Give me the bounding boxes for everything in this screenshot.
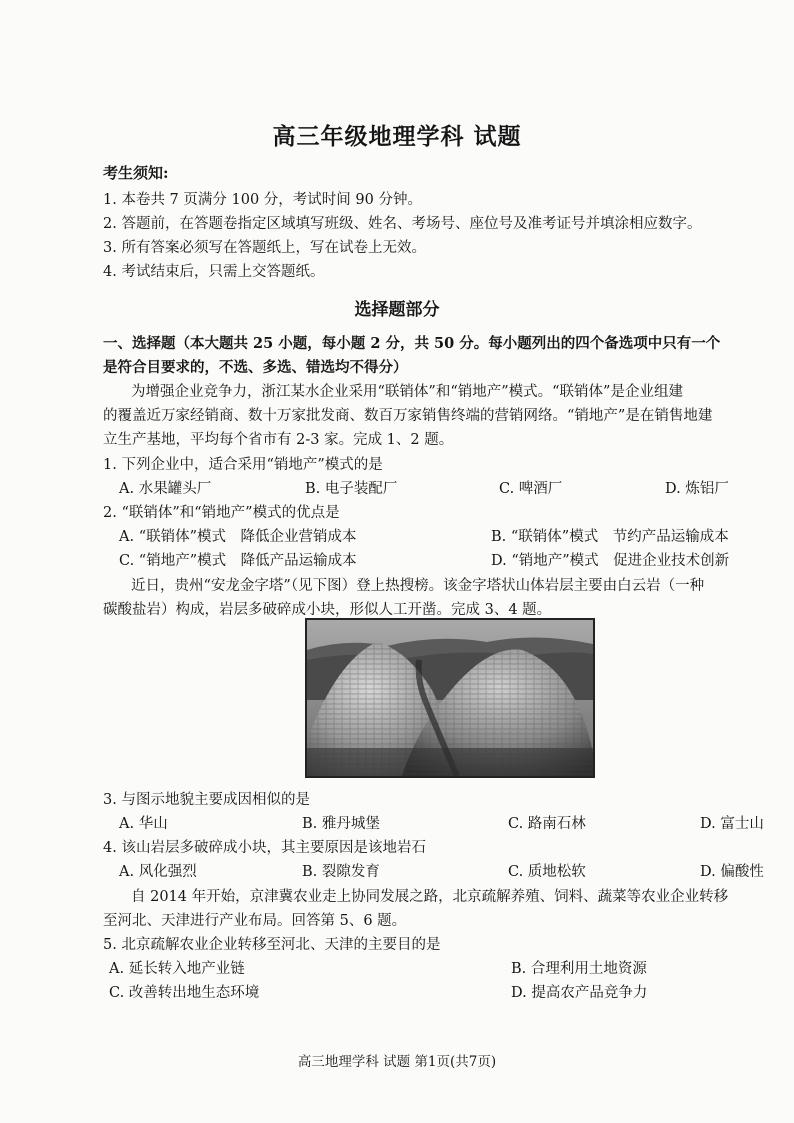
- q4-option-d: D. 偏酸性: [700, 864, 764, 880]
- q4-option-b: B. 裂隙发育: [302, 864, 380, 880]
- part-instructions-line2: 是符合目要求的，不选、多选、错选均不得分）: [103, 359, 408, 376]
- q3-option-c: C. 路南石林: [508, 816, 586, 832]
- page-title: 高三年级地理学科 试题: [272, 123, 522, 150]
- q3-option-b: B. 雅丹城堡: [302, 816, 380, 832]
- passage-line: 碳酸盐岩）构成，岩层多破碎成小块，形似人工开凿。完成 3、4 题。: [103, 602, 552, 618]
- q5-option-a: A. 延长转入地产业链: [109, 961, 245, 977]
- q2-option-c: C. “销地产”模式 降低产品运输成本: [119, 553, 357, 569]
- passage-line: 为增强企业竞争力，浙江某水企业采用“联销体”和“销地产”模式。“联销体”是企业组建: [131, 384, 683, 400]
- q1-option-d: D. 炼铝厂: [665, 481, 729, 497]
- q5-option-d: D. 提高农产品竞争力: [511, 985, 648, 1001]
- section-title: 选择题部分: [354, 300, 440, 320]
- q1-option-a: A. 水果罐头厂: [119, 481, 212, 497]
- part-instructions-line1: 一、选择题（本大题共 25 小题，每小题 2 分，共 50 分。每小题列出的四个备选项中只有一个: [103, 335, 721, 352]
- notice-item: 1. 本卷共 7 页满分 100 分，考试时间 90 分钟。: [103, 192, 422, 208]
- q1-option-b: B. 电子装配厂: [305, 481, 398, 497]
- question-2-stem: 2. “联销体”和“销地产”模式的优点是: [103, 505, 340, 521]
- passage-line: 立生产基地，平均每个省市有 2-3 家。完成 1、2 题。: [103, 432, 454, 448]
- question-3-stem: 3. 与图示地貌主要成因相似的是: [103, 792, 310, 808]
- q2-option-b: B. “联销体”模式 节约产品运输成本: [491, 529, 729, 545]
- question-1-stem: 1. 下列企业中，适合采用“销地产”模式的是: [103, 457, 383, 473]
- pyramid-mountain-photo: [305, 618, 595, 778]
- q4-option-a: A. 风化强烈: [119, 864, 197, 880]
- passage-line: 近日，贵州“安龙金字塔”（见下图）登上热搜榜。该金字塔状山体岩层主要由白云岩（一种: [131, 578, 705, 594]
- q2-option-a: A. “联销体”模式 降低企业营销成本: [119, 529, 357, 545]
- q2-option-d: D. “销地产”模式 促进企业技术创新: [491, 553, 730, 569]
- page-footer: 高三地理学科 试题 第1页(共7页): [297, 1054, 497, 1070]
- notice-item: 3. 所有答案必须写在答题纸上，写在试卷上无效。: [103, 240, 426, 256]
- passage-line: 的覆盖近万家经销商、数十万家批发商、数百万家销售终端的营销网络。“销地产”是在销售地建: [103, 408, 713, 424]
- q1-option-c: C. 啤酒厂: [499, 481, 563, 497]
- q4-option-c: C. 质地松软: [508, 864, 586, 880]
- q3-option-a: A. 华山: [119, 816, 168, 832]
- question-4-stem: 4. 该山岩层多破碎成小块，其主要原因是该地岩石: [103, 840, 426, 856]
- notice-heading: 考生须知:: [103, 164, 169, 182]
- passage-line: 自 2014 年开始，京津冀农业走上协同发展之路，北京疏解养殖、饲料、蔬菜等农业企业转移: [131, 889, 729, 905]
- question-5-stem: 5. 北京疏解农业企业转移至河北、天津的主要目的是: [103, 937, 441, 953]
- notice-item: 4. 考试结束后，只需上交答题纸。: [103, 264, 325, 280]
- q5-option-b: B. 合理利用土地资源: [511, 961, 647, 977]
- q5-option-c: C. 改善转出地生态环境: [109, 985, 260, 1001]
- passage-line: 至河北、天津进行产业布局。回答第 5、6 题。: [103, 913, 407, 929]
- q3-option-d: D. 富士山: [700, 816, 764, 832]
- notice-item: 2. 答题前，在答题卷指定区域填写班级、姓名、考场号、座位号及准考证号并填涂相应数字。: [103, 216, 702, 232]
